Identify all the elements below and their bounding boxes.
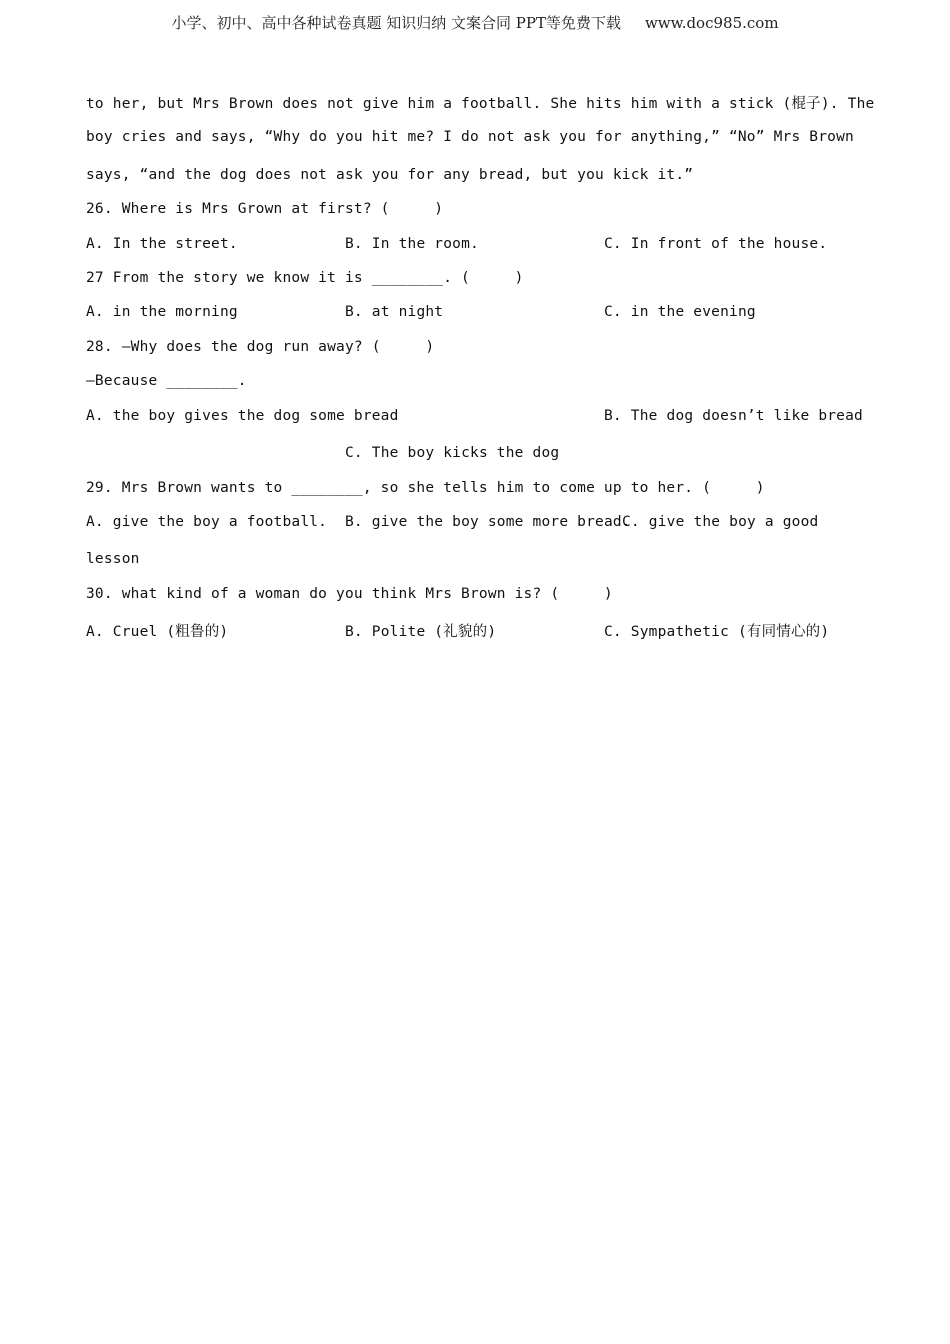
header-text: 小学、初中、高中各种试卷真题 知识归纳 文案合同 PPT等免费下载 xyxy=(171,14,621,32)
question-28-answer-stem: —Because ________. xyxy=(86,373,247,389)
q27-option-a: A. in the morning xyxy=(86,304,238,320)
q27-option-b: B. at night xyxy=(345,304,444,320)
q29-option-c: C. give the boy a good xyxy=(622,514,819,530)
q27-option-c: C. in the evening xyxy=(604,304,756,320)
q30-option-b: B. Polite (礼貌的) xyxy=(345,624,497,640)
question-30: 30. what kind of a woman do you think Mrs Brown is? ( ) xyxy=(86,586,613,602)
question-28: 28. —Why does the dog run away? ( ) xyxy=(86,339,435,355)
header-site: www.doc985.com xyxy=(644,14,779,32)
passage-line: to her, but Mrs Brown does not give him a football. She hits him with a stick (棍子). The xyxy=(86,96,875,112)
q29-option-b: B. give the boy some more bread. xyxy=(345,514,631,530)
q30-option-a: A. Cruel (粗鲁的) xyxy=(86,624,229,640)
q26-option-b: B. In the room. xyxy=(345,236,479,252)
passage-line: boy cries and says, “Why do you hit me? I do not ask you for anything,” “No” Mrs Brown xyxy=(86,129,854,145)
q28-option-b: B. The dog doesn’t like bread xyxy=(604,408,863,424)
question-29: 29. Mrs Brown wants to ________, so she tells him to come up to her. ( ) xyxy=(86,480,765,496)
q28-option-c: C. The boy kicks the dog xyxy=(345,445,560,461)
q29-option-a: A. give the boy a football. xyxy=(86,514,328,530)
passage-line: says, “and the dog does not ask you for any bread, but you kick it.” xyxy=(86,167,694,183)
question-26: 26. Where is Mrs Grown at first? ( ) xyxy=(86,201,444,217)
q28-option-a: A. the boy gives the dog some bread xyxy=(86,408,399,424)
q30-option-c: C. Sympathetic (有同情心的) xyxy=(604,624,830,640)
question-27: 27 From the story we know it is ________. ( ) xyxy=(86,270,524,286)
q26-option-c: C. In front of the house. xyxy=(604,236,828,252)
q29-option-c-continued: lesson xyxy=(86,551,140,567)
page-header xyxy=(0,12,950,33)
q26-option-a: A. In the street. xyxy=(86,236,238,252)
